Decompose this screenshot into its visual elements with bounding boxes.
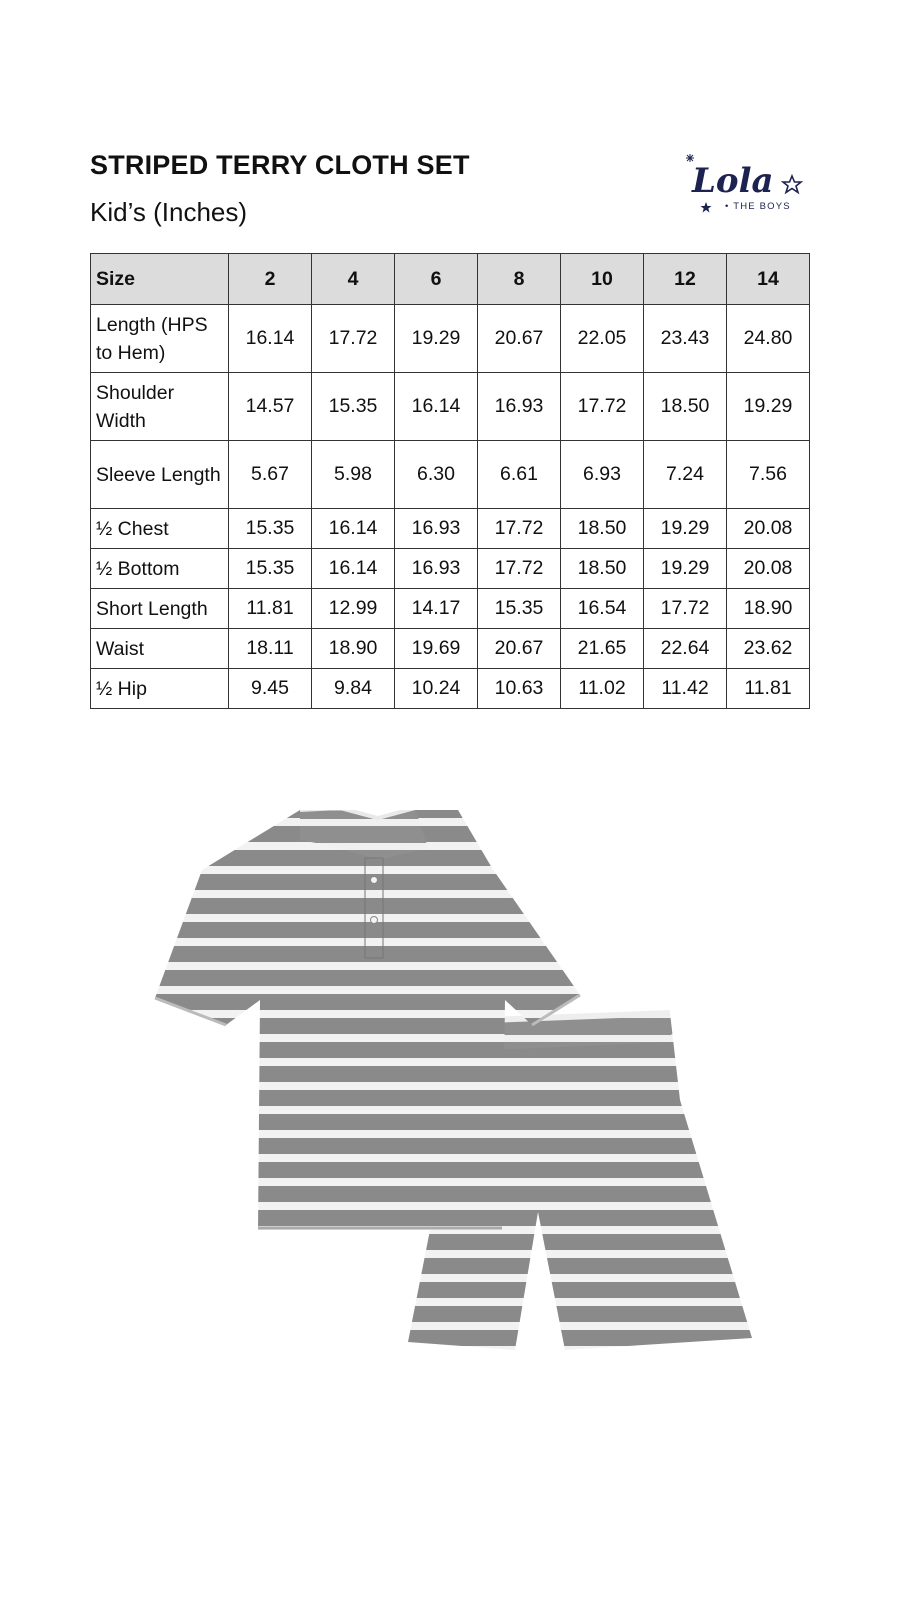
table-row <box>91 629 810 669</box>
row-label: Waist <box>91 629 229 669</box>
table-cell: 16.93 <box>478 373 561 441</box>
table-row <box>91 373 810 441</box>
table-cell: 17.72 <box>644 589 727 629</box>
size-header-cell: 12 <box>644 254 727 305</box>
button <box>371 877 378 884</box>
table-cell: 18.50 <box>561 549 644 589</box>
table-cell: 7.56 <box>727 441 810 509</box>
table-cell: 17.72 <box>312 305 395 373</box>
page-title: STRIPED TERRY CLOTH SET <box>90 150 470 180</box>
row-label: ½ Chest <box>91 509 229 549</box>
table-cell: 23.43 <box>644 305 727 373</box>
table-cell: 21.65 <box>561 629 644 669</box>
table-cell: 16.93 <box>395 549 478 589</box>
table-cell: 18.50 <box>644 373 727 441</box>
logo-tagline: • THE BOYS <box>725 201 791 212</box>
table-cell: 24.80 <box>727 305 810 373</box>
table-cell: 12.99 <box>312 589 395 629</box>
table-cell: 17.72 <box>478 509 561 549</box>
row-label: Length (HPS to Hem) <box>91 305 229 373</box>
size-header-cell: 6 <box>395 254 478 305</box>
table-cell: 5.98 <box>312 441 395 509</box>
table-row <box>91 669 810 709</box>
table-cell: 16.14 <box>312 509 395 549</box>
size-chart-table <box>90 253 810 709</box>
table-cell: 15.35 <box>229 549 312 589</box>
row-label: Short Length <box>91 589 229 629</box>
table-cell: 22.05 <box>561 305 644 373</box>
table-cell: 20.08 <box>727 549 810 589</box>
table-cell: 9.45 <box>229 669 312 709</box>
row-label: ½ Bottom <box>91 549 229 589</box>
table-row <box>91 509 810 549</box>
table-cell: 11.81 <box>727 669 810 709</box>
table-cell: 19.29 <box>395 305 478 373</box>
row-label: ½ Hip <box>91 669 229 709</box>
button <box>371 917 378 924</box>
table-cell: 7.24 <box>644 441 727 509</box>
table-cell: 19.29 <box>644 509 727 549</box>
table-cell: 14.57 <box>229 373 312 441</box>
table-cell: 6.61 <box>478 441 561 509</box>
star-filled-icon <box>701 202 712 213</box>
table-cell: 9.84 <box>312 669 395 709</box>
table-cell: 22.64 <box>644 629 727 669</box>
table-row <box>91 305 810 373</box>
table-cell: 19.69 <box>395 629 478 669</box>
size-header-cell: 10 <box>561 254 644 305</box>
size-header-label: Size <box>91 254 229 305</box>
table-cell: 16.54 <box>561 589 644 629</box>
table-cell: 16.93 <box>395 509 478 549</box>
table-cell: 11.42 <box>644 669 727 709</box>
table-row <box>91 589 810 629</box>
table-cell: 15.35 <box>478 589 561 629</box>
table-cell: 6.93 <box>561 441 644 509</box>
table-cell: 20.67 <box>478 629 561 669</box>
page-subtitle: Kid’s (Inches) <box>90 197 248 227</box>
table-cell: 6.30 <box>395 441 478 509</box>
table-row <box>91 549 810 589</box>
table-cell: 16.14 <box>312 549 395 589</box>
table-cell: 20.67 <box>478 305 561 373</box>
product-image <box>140 810 780 1410</box>
table-cell: 5.67 <box>229 441 312 509</box>
table-cell: 15.35 <box>312 373 395 441</box>
table-cell: 10.24 <box>395 669 478 709</box>
table-cell: 15.35 <box>229 509 312 549</box>
size-header-cell: 8 <box>478 254 561 305</box>
table-cell: 18.50 <box>561 509 644 549</box>
table-cell: 18.11 <box>229 629 312 669</box>
table-cell: 17.72 <box>561 373 644 441</box>
row-label: Shoulder Width <box>91 373 229 441</box>
size-header-cell: 4 <box>312 254 395 305</box>
table-cell: 19.29 <box>727 373 810 441</box>
table-cell: 18.90 <box>727 589 810 629</box>
star-outline-icon <box>783 176 801 193</box>
table-cell: 16.14 <box>395 373 478 441</box>
table-cell: 11.02 <box>561 669 644 709</box>
table-header-row <box>91 254 810 305</box>
logo-script-text: Lola <box>692 161 774 201</box>
table-cell: 17.72 <box>478 549 561 589</box>
row-label: Sleeve Length <box>91 441 229 509</box>
size-header-cell: 14 <box>727 254 810 305</box>
table-cell: 10.63 <box>478 669 561 709</box>
table-row <box>91 441 810 509</box>
table-cell: 16.14 <box>229 305 312 373</box>
table-cell: 14.17 <box>395 589 478 629</box>
table-cell: 11.81 <box>229 589 312 629</box>
table-cell: 18.90 <box>312 629 395 669</box>
brand-logo <box>690 150 810 225</box>
size-header-cell: 2 <box>229 254 312 305</box>
table-cell: 20.08 <box>727 509 810 549</box>
table-cell: 19.29 <box>644 549 727 589</box>
table-cell: 23.62 <box>727 629 810 669</box>
